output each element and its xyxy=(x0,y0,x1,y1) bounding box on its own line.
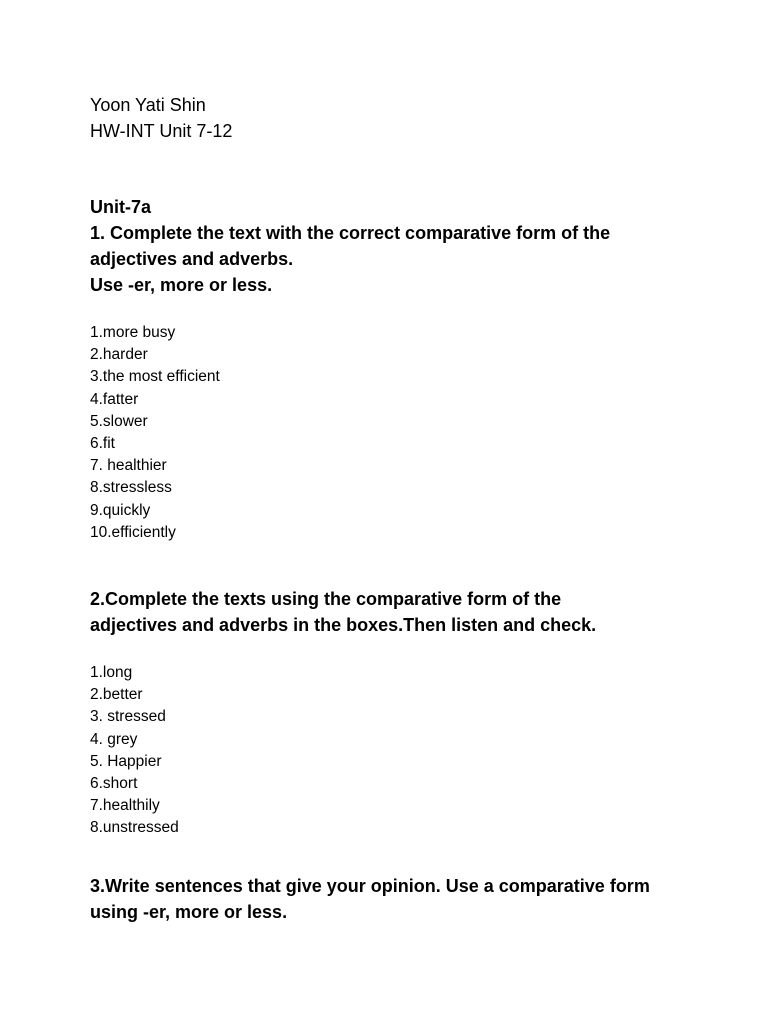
list-item: 2.harder xyxy=(90,346,148,364)
exercise-1-heading-line-1: 1. Complete the text with the correct comparative form of the xyxy=(90,223,611,243)
list-item: 4. grey xyxy=(90,730,138,748)
exercise-3 xyxy=(90,873,710,925)
list-item: 7.healthily xyxy=(90,797,160,815)
list-item: 2.better xyxy=(90,686,143,704)
exercise-2-heading-line-1: 2.Complete the texts using the comparative form of the xyxy=(90,589,562,609)
list-item: 6.fit xyxy=(90,435,115,453)
student-name: Yoon Yati Shin xyxy=(90,95,206,115)
list-item: 10.efficiently xyxy=(90,523,176,541)
list-item: 5.slower xyxy=(90,412,148,430)
exercise-2 xyxy=(90,586,710,840)
exercise-1-answers xyxy=(90,322,710,544)
list-item: 1.more busy xyxy=(90,324,176,341)
exercise-3-heading-line-1: 3.Write sentences that give your opinion. Use a comparative form xyxy=(90,876,650,896)
exercise-1 xyxy=(90,194,710,544)
exercise-1-heading-line-3: Use -er, more or less. xyxy=(90,275,273,295)
exercise-3-heading-line-2: using -er, more or less. xyxy=(90,902,288,922)
exercise-2-answers xyxy=(90,662,710,840)
list-item: 7. healthier xyxy=(90,457,167,475)
list-item: 8.unstressed xyxy=(90,819,179,837)
list-item: 9.quickly xyxy=(90,501,151,519)
list-item: 1.long xyxy=(90,664,133,681)
exercise-2-heading-line-2: adjectives and adverbs in the boxes.Then listen and check. xyxy=(90,615,597,635)
course-title: HW-INT Unit 7-12 xyxy=(90,121,233,141)
list-item: 3.the most efficient xyxy=(90,368,220,386)
exercise-1-heading-line-2: adjectives and adverbs. xyxy=(90,249,294,269)
list-item: 8.stressless xyxy=(90,479,172,497)
document-header xyxy=(90,92,710,144)
list-item: 5. Happier xyxy=(90,752,162,770)
list-item: 3. stressed xyxy=(90,708,166,726)
list-item: 4.fatter xyxy=(90,390,139,408)
list-item: 6.short xyxy=(90,775,138,793)
unit-title: Unit-7a xyxy=(90,197,152,217)
